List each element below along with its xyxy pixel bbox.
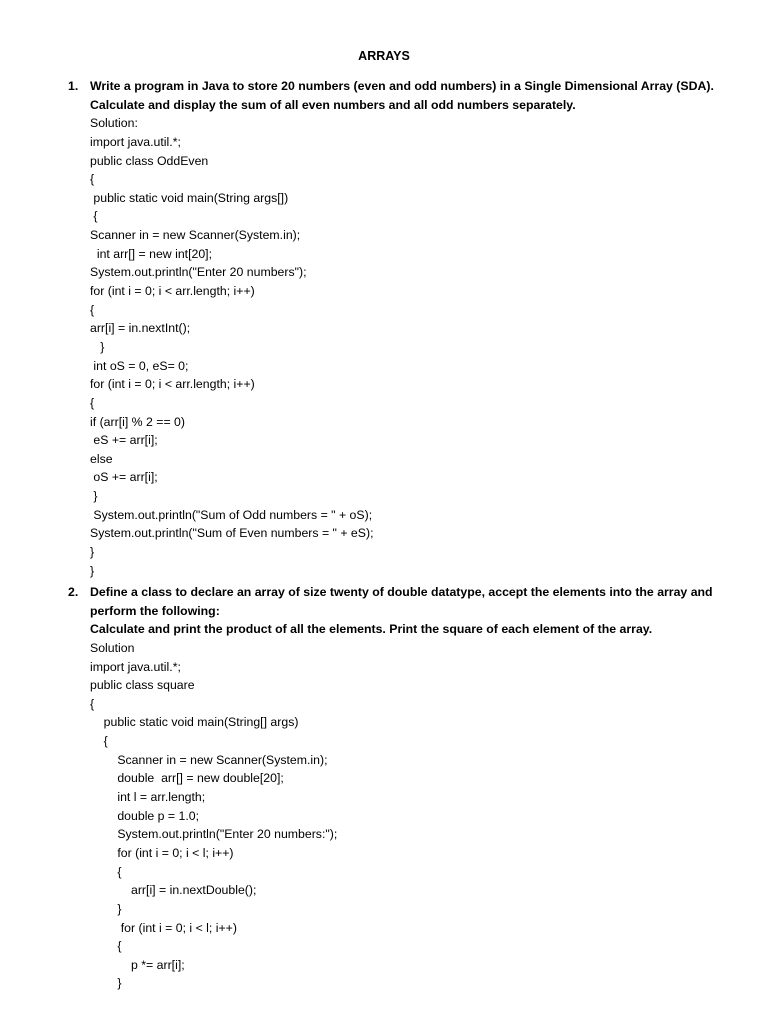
code-line: eS += arr[i]; (90, 433, 158, 448)
code-line: } (90, 489, 98, 504)
code-line: { (90, 939, 122, 954)
question-heading-line: Define a class to declare an array of size twenty of double datatype, accept the elements into the array and (90, 585, 713, 599)
code-line: System.out.println("Enter 20 numbers"); (90, 265, 307, 280)
code-line: arr[i] = in.nextDouble(); (90, 883, 257, 898)
document-title: ARRAYS (358, 49, 410, 63)
code-line: p *= arr[i]; (90, 957, 185, 972)
code-line: for (int i = 0; i < l; i++) (90, 845, 234, 860)
code-line: { (90, 864, 122, 879)
code-line: public static void main(String args[]) (90, 190, 289, 205)
code-line: public class OddEven (90, 153, 209, 168)
code-line: int oS = 0, eS= 0; (90, 358, 189, 373)
question-1 (90, 77, 720, 580)
code-line: { (90, 395, 95, 410)
code-line: for (int i = 0; i < arr.length; i++) (90, 284, 255, 299)
question-number: 2. (68, 585, 79, 599)
code-line: for (int i = 0; i < l; i++) (90, 920, 237, 935)
code-line: { (90, 734, 108, 749)
code-line: Solution: (90, 116, 138, 131)
code-line: { (90, 302, 95, 317)
question-heading-line: Calculate and display the sum of all even numbers and all odd numbers separately. (90, 97, 576, 112)
question-number: 1. (68, 79, 79, 93)
code-line: import java.util.*; (90, 134, 181, 149)
code-line: } (90, 976, 122, 991)
code-line: { (90, 696, 95, 711)
code-line: int l = arr.length; (90, 790, 206, 805)
code-line: } (90, 563, 95, 578)
code-line: else (90, 451, 113, 466)
code-line: oS += arr[i]; (90, 470, 158, 485)
code-line: { (90, 172, 95, 187)
question-heading-line: Write a program in Java to store 20 numbers (even and odd numbers) in a Single Dimensional Array (SDA). (90, 79, 714, 93)
question-2 (90, 583, 720, 993)
code-line: Solution (90, 640, 135, 655)
code-line: System.out.println("Sum of Even numbers = " + eS); (90, 526, 374, 541)
code-line: } (90, 339, 105, 354)
question-heading-line: perform the following: (90, 603, 220, 618)
code-line: Scanner in = new Scanner(System.in); (90, 228, 301, 243)
code-line: } (90, 901, 122, 916)
code-line: double arr[] = new double[20]; (90, 771, 284, 786)
code-line: { (90, 209, 98, 224)
code-line: arr[i] = in.nextInt(); (90, 321, 191, 336)
code-line: Scanner in = new Scanner(System.in); (90, 752, 328, 767)
code-line: System.out.println("Sum of Odd numbers = " + oS); (90, 507, 373, 522)
code-line: System.out.println("Enter 20 numbers:"); (90, 827, 338, 842)
code-line: int arr[] = new int[20]; (90, 246, 213, 261)
code-line: public static void main(String[] args) (90, 715, 299, 730)
code-line: for (int i = 0; i < arr.length; i++) (90, 377, 255, 392)
code-line: if (arr[i] % 2 == 0) (90, 414, 185, 429)
code-line: import java.util.*; (90, 659, 181, 674)
code-line: public class square (90, 678, 195, 693)
code-line: } (90, 545, 95, 560)
question-heading-line: Calculate and print the product of all the elements. Print the square of each element of the array. (90, 622, 653, 637)
code-line: double p = 1.0; (90, 808, 200, 823)
